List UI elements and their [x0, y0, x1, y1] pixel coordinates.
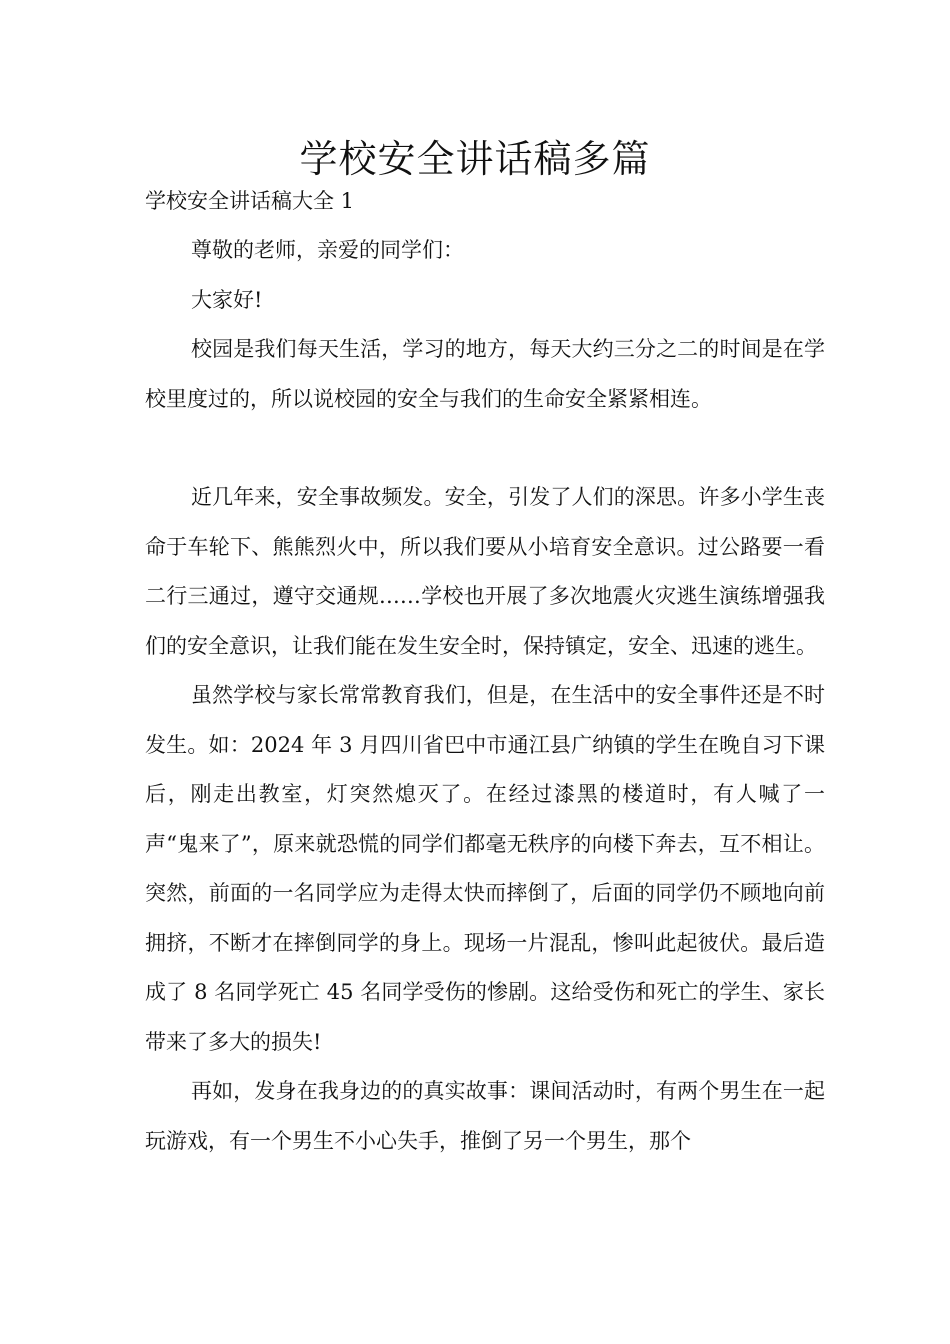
paragraph-accidents: 近几年来，安全事故频发。安全，引发了人们的深思。许多小学生丧命于车轮下、熊熊烈火中，所以我们要从小培育安全意识。过公路要一看二行三通过，遵守交通规……学校也开展了多次地震火灾逃生演练增强我们的安全意识，让我们能在发生安全时，保持镇定，安全、迅速的逃生。: [145, 485, 825, 658]
paragraph-campus: 校园是我们每天生活，学习的地方，每天大约三分之二的时间是在学校里度过的，所以说校园的安全与我们的生命安全紧紧相连。: [145, 337, 825, 411]
paragraph-story: 再如，发身在我身边的的真实故事：课间活动时，有两个男生在一起玩游戏，有一个男生不小心失手，推倒了另一个男生，那个: [145, 1079, 825, 1153]
document-title: 学校安全讲话稿多篇: [299, 137, 651, 181]
document-body: [145, 226, 825, 1166]
paragraph-hello: 大家好!: [191, 287, 263, 312]
paragraph-incident: 虽然学校与家长常常教育我们，但是，在生活中的安全事件还是不时发生。如：2024 年 3 月四川省巴中市通江县广纳镇的学生在晚自习下课后，刚走出教室，灯突然熄灭了。在经过漆黑的楼道时，有人喊了一声“鬼来了”，原来就恐慌的同学们都毫无秩序的向楼下奔去，互不相让。突然，前面的一名同学应为走得太快而摔倒了，后面的同学仍不顾地向前拥挤，不断才在摔倒同学的身上。现场一片混乱，惨叫此起彼伏。最后造成了 8 名同学死亡 45 名同学受伤的惨剧。这给受伤和死亡的学生、家长带来了多大的损失!: [145, 683, 825, 1054]
paragraph-greeting: 尊敬的老师，亲爱的同学们：: [191, 238, 464, 262]
paragraph-spacer: [145, 424, 825, 473]
document-subtitle: 学校安全讲话稿大全 1: [145, 189, 355, 213]
